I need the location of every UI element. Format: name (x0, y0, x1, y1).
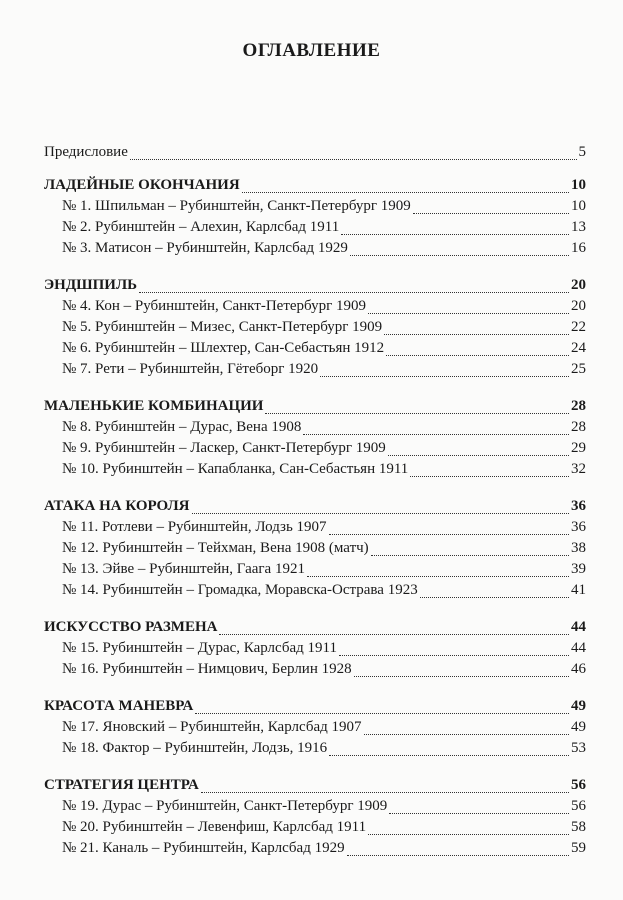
entry-label: ЛАДЕЙНЫЕ ОКОНЧАНИЯ (44, 177, 240, 193)
entry-page: 20 (571, 298, 586, 314)
entry-label: № 20. Рубинштейн – Левенфиш, Карлсбад 1911 (62, 819, 367, 835)
entry-page: 10 (571, 198, 586, 214)
entry-page: 44 (571, 640, 586, 656)
toc-entry-preface[interactable] (44, 144, 586, 165)
dot-leader (265, 412, 569, 414)
entry-page: 53 (571, 740, 586, 756)
entry-label: № 11. Ротлеви – Рубинштейн, Лодзь 1907 (62, 519, 327, 535)
entry-label: № 15. Рубинштейн – Дурас, Карлсбад 1911 (62, 640, 337, 656)
toc-section-heading[interactable] (44, 698, 586, 719)
entry-label: № 17. Яновский – Рубинштейн, Карлсбад 1907 (62, 719, 362, 735)
toc-entry-game[interactable] (44, 319, 586, 340)
entry-label: № 21. Каналь – Рубинштейн, Карлсбад 1929 (62, 840, 345, 856)
dot-leader (384, 333, 569, 335)
dot-leader (242, 191, 569, 193)
toc-entry-game[interactable] (44, 219, 586, 240)
dot-leader (195, 712, 569, 714)
toc-section-heading[interactable] (44, 277, 586, 298)
page-title: ОГЛАВЛЕНИЕ (242, 40, 381, 61)
entry-page: 59 (571, 840, 586, 856)
entry-label: Предисловие (44, 144, 128, 160)
entry-page: 28 (571, 398, 586, 414)
dot-leader (389, 812, 569, 814)
dot-leader (139, 291, 569, 293)
dot-leader (341, 233, 569, 235)
entry-label: № 1. Шпильман – Рубинштейн, Санкт-Петербург 1909 (62, 198, 411, 214)
toc-entry-game[interactable] (44, 519, 586, 540)
dot-leader (350, 254, 569, 256)
entry-page: 13 (571, 219, 586, 235)
entry-page: 24 (571, 340, 586, 356)
dot-leader (354, 675, 569, 677)
dot-leader (368, 312, 569, 314)
dot-leader (303, 433, 569, 435)
entry-page: 49 (571, 719, 586, 735)
entry-label: № 9. Рубинштейн – Ласкер, Санкт-Петербург 1909 (62, 440, 386, 456)
entry-label: № 13. Эйве – Рубинштейн, Гаага 1921 (62, 561, 305, 577)
entry-page: 58 (571, 819, 586, 835)
dot-leader (329, 754, 569, 756)
entry-page: 10 (571, 177, 586, 193)
entry-page: 56 (571, 777, 586, 793)
toc-entry-game[interactable] (44, 440, 586, 461)
entry-label: МАЛЕНЬКИЕ КОМБИНАЦИИ (44, 398, 264, 414)
entry-label: № 8. Рубинштейн – Дурас, Вена 1908 (62, 419, 302, 435)
entry-label: № 18. Фактор – Рубинштейн, Лодзь, 1916 (62, 740, 328, 756)
toc-section-heading[interactable] (44, 498, 586, 519)
toc-entry-game[interactable] (44, 540, 586, 561)
dot-leader (368, 833, 569, 835)
toc-entry-game[interactable] (44, 298, 586, 319)
toc-entry-game[interactable] (44, 719, 586, 740)
toc-section-heading[interactable] (44, 177, 586, 198)
toc-entry-game[interactable] (44, 640, 586, 661)
toc-entry-game[interactable] (44, 198, 586, 219)
toc-section-heading[interactable] (44, 619, 586, 640)
entry-label: № 4. Кон – Рубинштейн, Санкт-Петербург 1909 (62, 298, 366, 314)
toc-entry-game[interactable] (44, 798, 586, 819)
toc-entry-game[interactable] (44, 840, 586, 861)
dot-leader (386, 354, 569, 356)
entry-page: 25 (571, 361, 586, 377)
dot-leader (320, 375, 569, 377)
dot-leader (388, 454, 569, 456)
entry-page: 36 (571, 519, 586, 535)
dot-leader (347, 854, 569, 856)
entry-label: АТАКА НА КОРОЛЯ (44, 498, 190, 514)
dot-leader (410, 475, 569, 477)
entry-page: 32 (571, 461, 586, 477)
entry-page: 5 (578, 144, 586, 160)
entry-label: № 16. Рубинштейн – Нимцович, Берлин 1928 (62, 661, 352, 677)
entry-page: 20 (571, 277, 586, 293)
entry-page: 46 (571, 661, 586, 677)
toc-entry-game[interactable] (44, 240, 586, 261)
dot-leader (339, 654, 569, 656)
entry-label: СТРАТЕГИЯ ЦЕНТРА (44, 777, 199, 793)
entry-page: 16 (571, 240, 586, 256)
entry-page: 39 (571, 561, 586, 577)
toc-entry-game[interactable] (44, 661, 586, 682)
entry-label: № 5. Рубинштейн – Мизес, Санкт-Петербург 1909 (62, 319, 383, 335)
entry-label: ЭНДШПИЛЬ (44, 277, 138, 293)
dot-leader (192, 512, 570, 514)
dot-leader (371, 554, 569, 556)
table-of-contents (44, 144, 586, 861)
dot-leader (364, 733, 569, 735)
entry-page: 38 (571, 540, 586, 556)
toc-section-heading[interactable] (44, 398, 586, 419)
entry-label: № 7. Рети – Рубинштейн, Гётеборг 1920 (62, 361, 319, 377)
dot-leader (420, 596, 569, 598)
entry-label: КРАСОТА МАНЕВРА (44, 698, 194, 714)
toc-entry-game[interactable] (44, 819, 586, 840)
entry-label: № 3. Матисон – Рубинштейн, Карлсбад 1929 (62, 240, 348, 256)
entry-label: № 12. Рубинштейн – Тейхман, Вена 1908 (матч) (62, 540, 369, 556)
toc-section-heading[interactable] (44, 777, 586, 798)
dot-leader (307, 575, 569, 577)
entry-label: № 10. Рубинштейн – Капабланка, Сан-Себастьян 1911 (62, 461, 409, 477)
entry-page: 28 (571, 419, 586, 435)
entry-page: 56 (571, 798, 586, 814)
toc-entry-game[interactable] (44, 740, 586, 761)
dot-leader (329, 533, 569, 535)
toc-entry-game[interactable] (44, 461, 586, 482)
entry-page: 49 (571, 698, 586, 714)
entry-label: № 19. Дурас – Рубинштейн, Санкт-Петербург 1909 (62, 798, 388, 814)
toc-entry-game[interactable] (44, 419, 586, 440)
toc-entry-game[interactable] (44, 582, 586, 603)
dot-leader (413, 212, 569, 214)
dot-leader (130, 158, 577, 160)
entry-page: 36 (571, 498, 586, 514)
toc-entry-game[interactable] (44, 340, 586, 361)
toc-entry-game[interactable] (44, 361, 586, 382)
dot-leader (201, 791, 569, 793)
toc-entry-game[interactable] (44, 561, 586, 582)
entry-page: 41 (571, 582, 586, 598)
dot-leader (219, 633, 569, 635)
entry-label: ИСКУССТВО РАЗМЕНА (44, 619, 218, 635)
entry-label: № 6. Рубинштейн – Шлехтер, Сан-Себастьян 1912 (62, 340, 385, 356)
entry-page: 22 (571, 319, 586, 335)
entry-label: № 14. Рубинштейн – Громадка, Моравска-Острава 1923 (62, 582, 418, 598)
entry-page: 44 (571, 619, 586, 635)
entry-page: 29 (571, 440, 586, 456)
entry-label: № 2. Рубинштейн – Алехин, Карлсбад 1911 (62, 219, 340, 235)
